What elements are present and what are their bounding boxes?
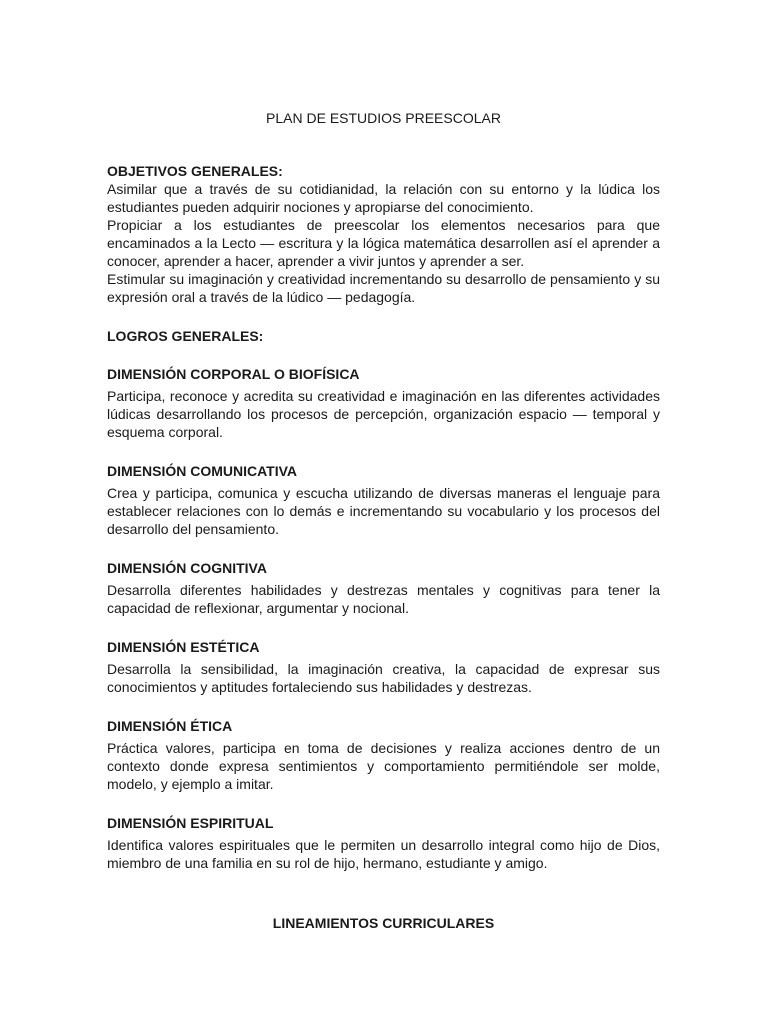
dimension-heading: DIMENSIÓN ÉTICA xyxy=(107,718,233,734)
objetivos-section xyxy=(107,163,660,306)
logros-section xyxy=(107,328,660,345)
dimension-cognitiva xyxy=(107,560,660,618)
objetivo-paragraph-2: Propiciar a los estudiantes de preescolar los elementos necesarios para que encaminados a la Lecto — escritura y la lógica matemática desarrollen así el aprender a conocer, aprender a hacer, aprender a vivir juntos y aprender a ser. xyxy=(107,217,660,269)
dimension-corporal xyxy=(107,366,660,441)
dimension-etica xyxy=(107,718,660,793)
dimension-text: Desarrolla la sensibilidad, la imaginación creativa, la capacidad de expresar sus conocimientos y aptitudes fortaleciendo sus habilidades y destrezas. xyxy=(107,661,660,695)
objetivos-heading: OBJETIVOS GENERALES: xyxy=(107,163,283,179)
objetivo-paragraph-3: Estimular su imaginación y creatividad incrementando su desarrollo de pensamiento y su expresión oral a través de la lúdico — pedagogía. xyxy=(107,271,660,305)
lineamientos-title: LINEAMIENTOS CURRICULARES xyxy=(272,915,495,931)
dimension-heading: DIMENSIÓN ESTÉTICA xyxy=(107,639,260,655)
dimension-text: Desarrolla diferentes habilidades y destrezas mentales y cognitivas para tener la capacidad de reflexionar, argumentar y nocional. xyxy=(107,582,660,616)
dimension-heading: DIMENSIÓN COMUNICATIVA xyxy=(107,463,298,479)
dimension-espiritual xyxy=(107,815,660,873)
document-page xyxy=(107,0,660,1024)
objetivo-paragraph-1: Asimilar que a través de su cotidianidad, la relación con su entorno y la lúdica los estudiantes pueden adquirir nociones y apropiarse del conocimiento. xyxy=(107,181,660,215)
logros-heading: LOGROS GENERALES: xyxy=(107,328,264,344)
dimension-estetica xyxy=(107,639,660,697)
dimension-heading: DIMENSIÓN ESPIRITUAL xyxy=(107,815,274,831)
dimension-comunicativa xyxy=(107,463,660,538)
dimension-text: Crea y participa, comunica y escucha utilizando de diversas maneras el lenguaje para establecer relaciones con lo demás e incrementando su vocabulario y los procesos del desarrollo del pensamiento. xyxy=(107,485,660,537)
dimension-heading: DIMENSIÓN COGNITIVA xyxy=(107,560,267,576)
dimension-text: Participa, reconoce y acredita su creatividad e imaginación en las diferentes actividades lúdicas desarrollando los procesos de percepción, organización espacio — temporal y esquema corporal. xyxy=(107,388,660,440)
dimension-text: Práctica valores, participa en toma de decisiones y realiza acciones dentro de un contexto donde expresa sentimientos y comportamiento permitiéndole ser molde, modelo, y ejemplo a imitar. xyxy=(107,740,660,792)
dimension-text: Identifica valores espirituales que le permiten un desarrollo integral como hijo de Dios, miembro de una familia en su rol de hijo, hermano, estudiante y amigo. xyxy=(107,837,660,871)
document-title: PLAN DE ESTUDIOS PREESCOLAR xyxy=(266,110,501,126)
dimension-heading: DIMENSIÓN CORPORAL O BIOFÍSICA xyxy=(107,366,360,382)
